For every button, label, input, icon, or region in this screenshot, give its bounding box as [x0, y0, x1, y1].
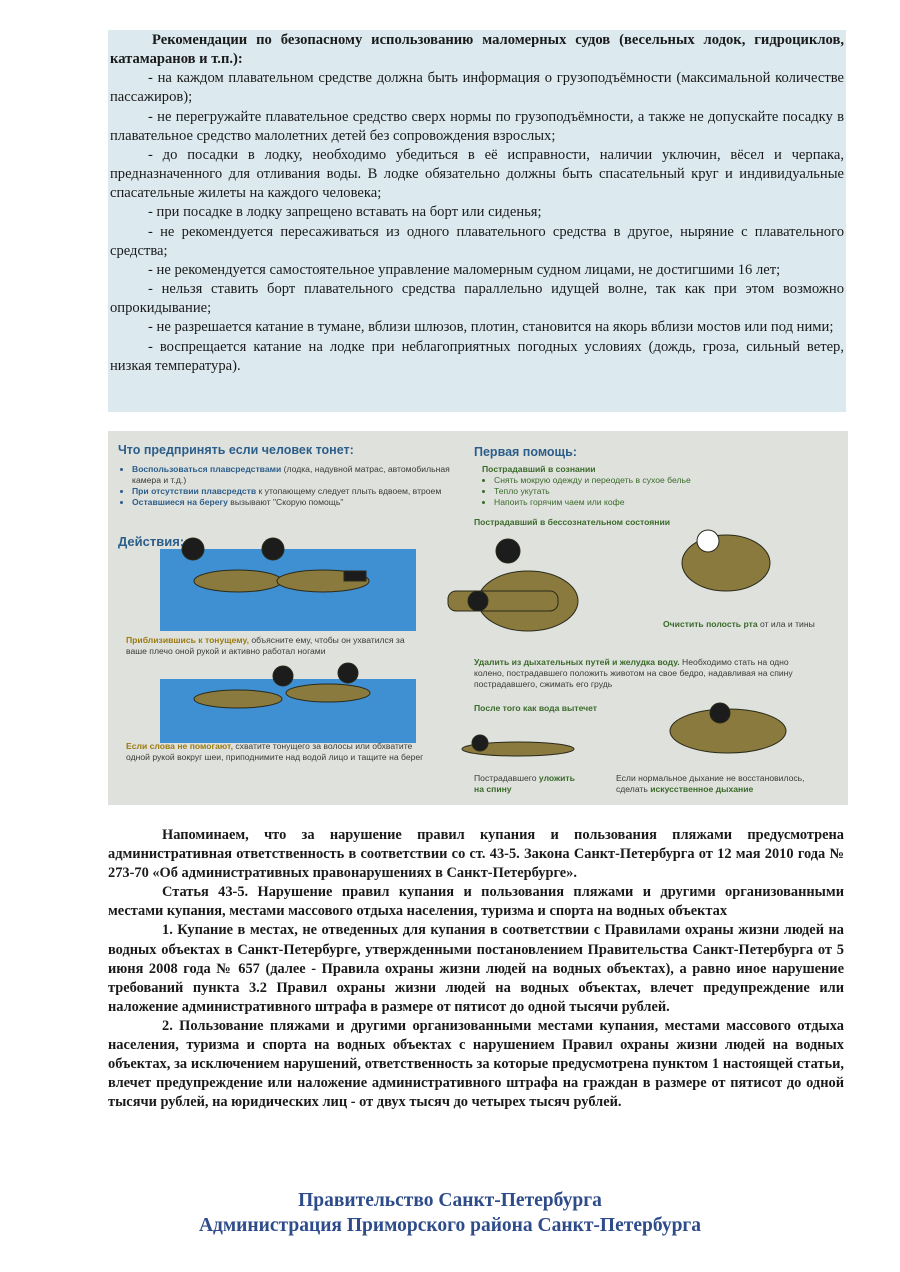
- recommendation-item: - нельзя ставить борт плавательного средства параллельно идущей волне, так как при этом возможно опрокидывание;: [110, 281, 844, 317]
- caption-cpr: Если нормальное дыхание не восстановилось, сделать искусственное дыхание: [616, 773, 805, 794]
- recommendations-title: Рекомендации по безопасному использованию маломерных судов (весельных лодок, гидроциклов, катамаранов и т.п.):: [110, 32, 844, 68]
- first-aid-figures: [448, 530, 786, 756]
- water-scene-2: [160, 679, 416, 743]
- footer-signature: [0, 1188, 900, 1238]
- recommendation-item: - не разрешается катание в тумане, вблизи шлюзов, плотин, становится на якорь вблизи мостов или под ними;: [148, 319, 834, 336]
- unconscious-title: Пострадавший в бессознательном состоянии: [474, 517, 671, 527]
- left-title: Что предпринять если человек тонет:: [118, 443, 354, 457]
- recommendation-item: - не рекомендуется самостоятельное управление маломерным судном лицами, не достигшими 16 лет;: [148, 261, 781, 278]
- caption-grab: Если слова не помогают, схватите тонущего за волосы или обхватите одной рукой вокруг шеи, приподнимите над водой лицо и тащите на берег: [126, 741, 424, 762]
- water-scene-1: [160, 549, 416, 631]
- drowning-infographic: [108, 431, 848, 805]
- legal-paragraph: Напоминаем, что за нарушение правил купания и пользования пляжами предусмотрена административная ответственность в соответствии со ст. 43-5. Закона Санкт-Петербурга от 12 мая 2010 года № 273-70 «Об административных правонарушениях в Санкт-Петербурге».: [108, 827, 844, 882]
- bullet-item: • Воспользоваться плавсредствами (лодка, надувной матрас, автомобильная камера и т.д.): [132, 464, 472, 486]
- caption-remove-water: Удалить из дыхательных путей и желудка воду. Необходимо стать на одно колено, пострадавшего положить животом на свое бедро, надавливая на спину пострадавшего, сжимать его грудь: [474, 657, 793, 689]
- bullet-item: • Оставшиеся на берегу вызывают "Скорую помощь": [132, 497, 472, 508]
- caption-lay-back: Пострадавшего уложить на спину: [474, 773, 575, 794]
- legal-paragraph: 2. Пользование пляжами и другими организованными местами купания, местами массового отдыха населения, туризма и спорта на водных объектах с нарушением Правил охраны жизни людей на водных объектах, за исключением нарушений, ответственность за которые предусмотрена пунктом 1 настоящей статьи, влечет предупреждение или наложение административного штрафа на граждан в размере от пятисот до одной тысячи рублей, на юридических лиц - от двух тысяч до четырех тысяч рублей.: [108, 1017, 844, 1111]
- conscious-list: • Снять мокрую одежду и переодеть в сухое белье • Тепло укутать • Напоить горячим чаем или кофе: [482, 475, 802, 508]
- caption-approach: Приблизившись к тонущему, объясните ему, чтобы он ухватился за ваше плечо оной рукой и активно работал ногами: [126, 635, 405, 656]
- conscious-block: Пострадавший в сознании • Снять мокрую одежду и переодеть в сухое белье • Тепло укутать • Напоить горячим чаем или кофе: [482, 464, 802, 508]
- recommendation-item: - при посадке в лодку запрещено вставать на борт или сиденья;: [148, 204, 542, 221]
- legal-text: [108, 826, 844, 1112]
- drowning-bullets: [118, 464, 472, 508]
- right-title: Первая помощь:: [474, 445, 577, 459]
- legal-paragraph: 1. Купание в местах, не отведенных для купания в соответствии с Правилами охраны жизни людей на водных объектах в Санкт-Петербурге, утвержденными постановлением Правительства Санкт-Петербурга от 5 июня 2008 года № 657 (далее - Правила охраны жизни людей на водных объектах), а равно иное нарушение требований пункта 3.2 Правил охраны жизни людей на водных объектах, влечет предупреждение или наложение административного штрафа в размере от пятисот до одной тысячи рублей.: [108, 922, 844, 1015]
- footer-line-administration: Администрация Приморского района Санкт-Петербурга: [198, 1215, 702, 1236]
- recommendation-item: - до посадки в лодку, необходимо убедиться в её исправности, наличии уключин, вёсел и черпака, предназначенного для отливания воды. В лодке обязательно должны быть спасательный круг и индивидуальные спасательные жилеты на каждого человека;: [110, 146, 844, 202]
- bullet-item: • При отсутствии плавсредств к утопающему следует плыть вдвоем, втроем: [132, 486, 472, 497]
- caption-clear-mouth: Очистить полость рта от ила и тины: [663, 619, 815, 629]
- actions-title: Действия:: [118, 534, 185, 549]
- recommendations-block: [108, 30, 846, 412]
- legal-paragraph: Статья 43-5. Нарушение правил купания и пользования пляжами и другими организованными местами купания, местами массового отдыха населения, туризма и спорта на водных объектах: [108, 884, 844, 920]
- after-water-label: После того как вода вытечет: [474, 703, 598, 713]
- recommendation-item: - на каждом плавательном средстве должна быть информация о грузоподъёмности (максимальной количестве пассажиров);: [110, 70, 844, 106]
- recommendation-item: - воспрещается катание на лодке при неблагоприятных погодных условиях (дождь, гроза, сильный ветер, низкая температура).: [110, 338, 844, 374]
- recommendation-item: - не рекомендуется пересаживаться из одного плавательного средства в другое, ныряние с плавательного средства;: [110, 223, 844, 259]
- recommendation-item: - не перегружайте плавательное средство сверх нормы по грузоподъёмности, а также не допускайте посадку в плавательное средство малолетних детей без сопровождения взрослых;: [110, 108, 844, 144]
- footer-line-government: Правительство Санкт-Петербурга: [298, 1190, 602, 1211]
